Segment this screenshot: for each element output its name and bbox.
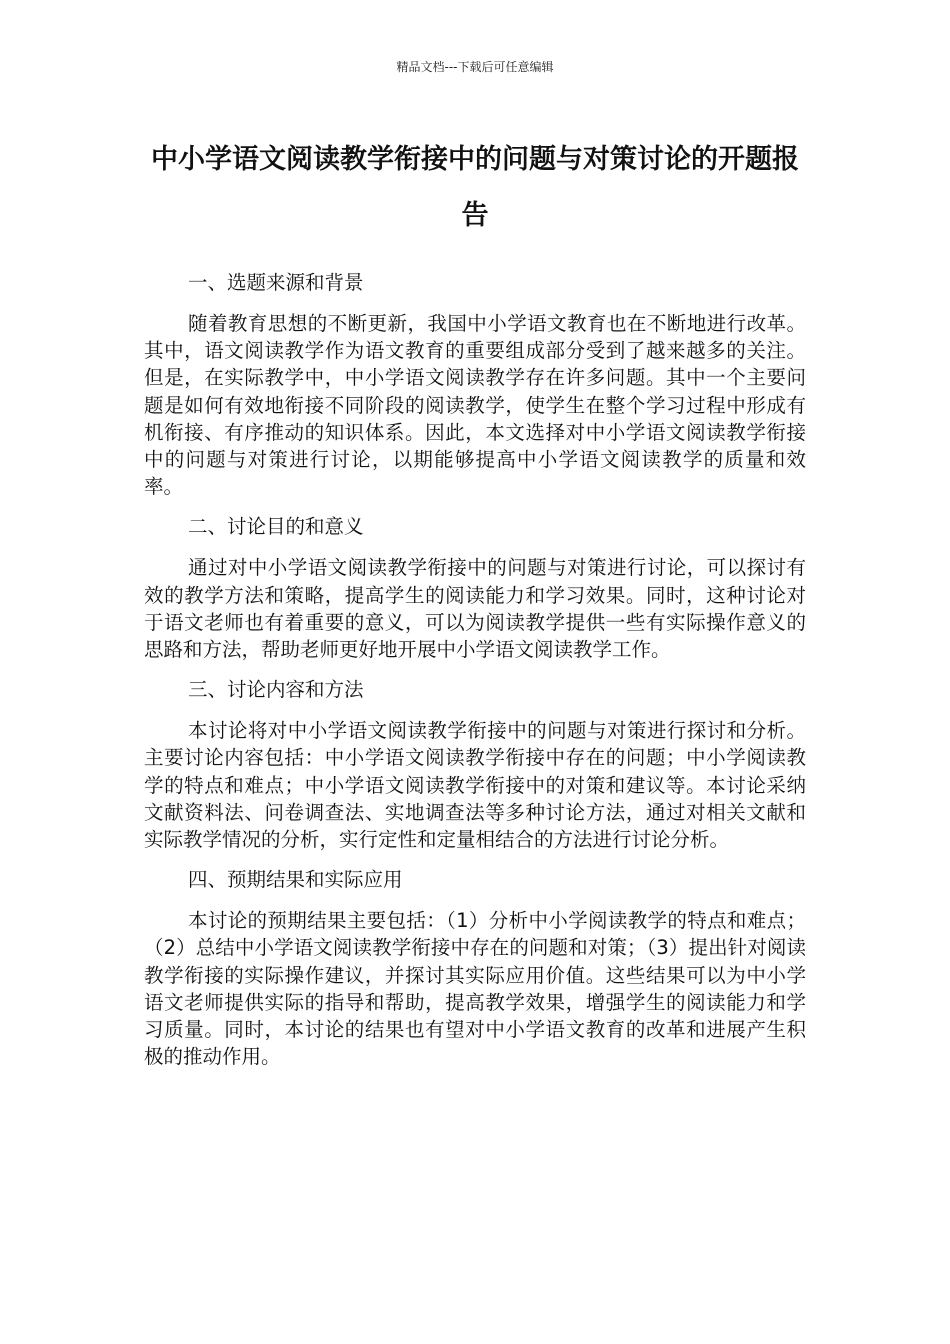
section-paragraph-1: 随着教育思想的不断更新，我国中小学语文教育也在不断地进行改革。其中，语文阅读教学作为语文教育的重要组成部分受到了越来越多的关注。但是，在实际教学中，中小学语文阅读教学存在许多问题。其中一个主要问题是如何有效地衔接不同阶段的阅读教学，使学生在整个学习过程中形成有机衔接、有序推动的知识体系。因此，本文选择对中小学语文阅读教学衔接中的问题与对策进行讨论，以期能够提高中小学语文阅读教学的质量和效率。 bbox=[144, 312, 806, 499]
section-heading-2: 二、讨论目的和意义 bbox=[188, 515, 364, 539]
section-paragraph-3: 本讨论将对中小学语文阅读教学衔接中的问题与对策进行探讨和分析。主要讨论内容包括：中小学语文阅读教学衔接中存在的问题；中小学阅读教学的特点和难点；中小学语文阅读教学衔接中的对策和建议等。本讨论采纳文献资料法、问卷调查法、实地调查法等多种讨论方法，通过对相关文献和实际教学情况的分析，实行定性和定量相结合的方法进行讨论分析。 bbox=[144, 719, 806, 852]
section-heading-3: 三、讨论内容和方法 bbox=[188, 678, 364, 702]
document-body bbox=[144, 268, 806, 1082]
section-paragraph-4: 本讨论的预期结果主要包括：（1）分析中小学阅读教学的特点和难点；（2）总结中小学语文阅读教学衔接中存在的问题和对策；（3）提出针对阅读教学衔接的实际操作建议，并探讨其实际应用价值。这些结果可以为中小学语文老师提供实际的指导和帮助，提高教学效果，增强学生的阅读能力和学习质量。同时，本讨论的结果也有望对中小学语文教育的改革和进展产生积极的推动作用。 bbox=[144, 909, 806, 1069]
document-title: 中小学语文阅读教学衔接中的问题与对策讨论的开题报告 bbox=[151, 144, 799, 231]
section-heading-1: 一、选题来源和背景 bbox=[188, 271, 364, 294]
section-heading-4: 四、预期结果和实际应用 bbox=[188, 868, 403, 892]
section-paragraph-2: 通过对中小学语文阅读教学衔接中的问题与对策进行讨论，可以探讨有效的教学方法和策略，提高学生的阅读能力和学习效果。同时，这种讨论对于语文老师也有着重要的意义，可以为阅读教学提供一些有实际操作意义的思路和方法，帮助老师更好地开展中小学语文阅读教学工作。 bbox=[144, 556, 806, 662]
page-header: 精品文档---下载后可任意编辑 bbox=[396, 60, 554, 74]
